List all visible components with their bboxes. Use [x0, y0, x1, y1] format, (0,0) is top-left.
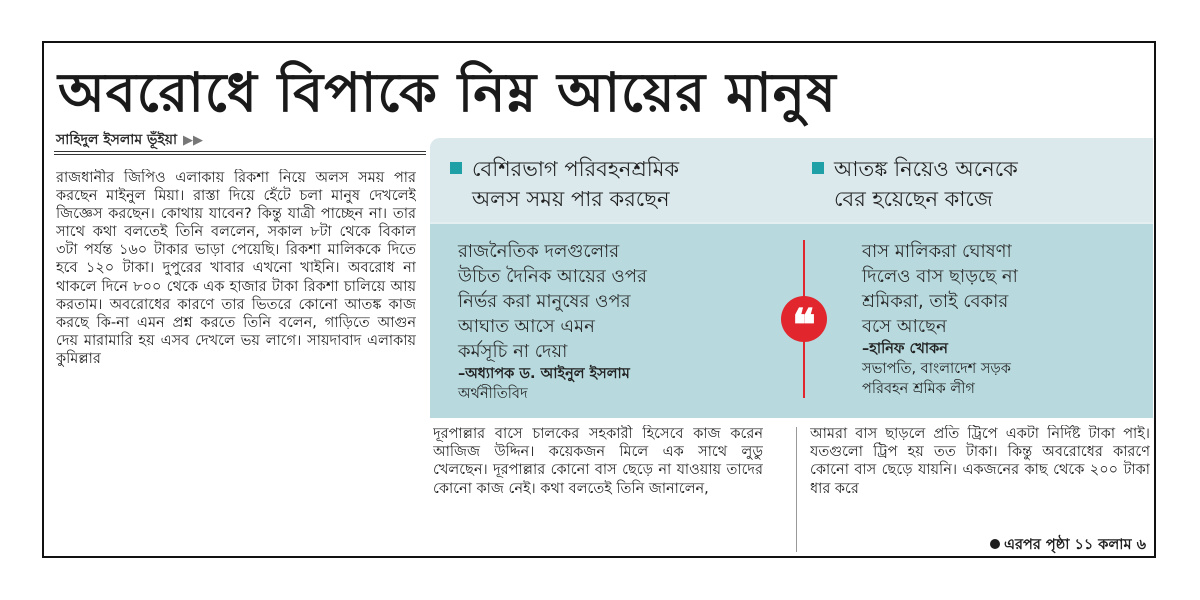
quote-right-attribution-name: –হানিফ খোকন	[862, 341, 948, 357]
middle-column-text: দূরপাল্লার বাসে চালকের সহকারী হিসেবে কাজ করেন আজিজ উদ্দিন। কয়েকজন মিলে এক সাথে লুডু খেলছেন। দূরপাল্লার কোনো বাস ছেড়ে না যাওয়ায় তাদের কোনো কাজ নেই। কথা বলতেই তিনি জানালেন,	[433, 426, 763, 497]
quote-left-line: নির্ভর করা মানুষের ওপর	[458, 291, 631, 312]
quote-left-line: রাজনৈতিক দলগুলোর	[458, 241, 620, 262]
square-bullet-icon	[450, 162, 462, 174]
highlight-header	[430, 138, 1153, 222]
highlight-panel	[430, 138, 1153, 418]
quote-left-line: আঘাত আসে এমন	[458, 316, 595, 337]
byline-arrows-icon: ▶▶	[183, 133, 204, 148]
quote-right-line: বাস মালিকরা ঘোষণা	[862, 241, 1012, 262]
right-column-text: আমরা বাস ছাড়লে প্রতি ট্রিপে একটা নির্দিষ্ট টাকা পাই। যতগুলো ট্রিপ হয় তত টাকা। কিন্তু অবরোধের কারণে কোনো বাস ছেড়ে যায়নি। একজনের কাছ থেকে ২০০ টাকা ধার করে	[810, 426, 1150, 497]
quote-left	[458, 239, 778, 404]
quote-right-attribution-title: সভাপতি, বাংলাদেশ সড়ক	[862, 361, 1011, 377]
quote-left-attribution-title: অর্থনীতিবিদ	[458, 386, 528, 402]
byline-rule-bottom	[54, 154, 426, 155]
quote-left-attribution-name: –অধ্যাপক ড. আইনুল ইসলাম	[458, 366, 630, 382]
quote-right	[862, 239, 1152, 399]
byline-author: সাহিদুল ইসলাম ভূঁইয়া	[56, 132, 178, 148]
quote-mark-icon: ❝	[781, 296, 827, 342]
continuation-text: এরপর পৃষ্ঠা ১১ কলাম ৬	[1004, 537, 1146, 553]
byline	[56, 129, 203, 151]
square-bullet-icon	[812, 162, 824, 174]
continuation-note	[864, 536, 1146, 554]
quote-right-line: শ্রমিকরা, তাই বেকার	[862, 291, 1009, 312]
headline: অবরোধে বিপাকে নিম্ন আয়ের মানুষ	[58, 60, 837, 124]
highlight-item-1-line2: অলস সময় পার করছেন	[472, 187, 670, 211]
quote-right-attribution-title: পরিবহন শ্রমিক লীগ	[862, 381, 975, 397]
byline-rule-top	[54, 151, 426, 152]
highlight-item-2	[812, 154, 1142, 214]
column-rule	[796, 427, 797, 552]
highlight-item-1	[450, 154, 815, 214]
highlight-item-2-line1: আতঙ্ক নিয়েও অনেকে	[834, 157, 1018, 181]
quote-right-line: বসে আছেন	[862, 316, 947, 337]
left-column-text: রাজধানীর জিপিও এলাকায় রিকশা নিয়ে অলস সময় পার করছেন মাইনুল মিয়া। রাস্তা দিয়ে হেঁটে চলা মানুষ দেখলেই জিজ্ঞেস করছেন। কোথায় যাবেন? কিন্তু যাত্রী পাচ্ছেন না। তার সাথে কথা বলতেই তিনি বললেন, সকাল ৮টা থেকে বিকাল ৩টা পর্যন্ত ১৬০ টাকার ভাড়া পেয়েছি। রিকশা মালিককে দিতে হবে ১২০ টাকা। দুপুরের খাবার এখনো খাইনি। অবরোধ না থাকলে দিনে ৮০০ থেকে এক হাজার টাকা রিকশা চালিয়ে আয় করতাম। অবরোধের কারণে তার ভিতরে কোনো আতঙ্ক কাজ করছে কি-না এমন প্রশ্ন করতে তিনি বলেন, গাড়িতে আগুন দেয় মারামারি হয় এসব দেখলে ভয় লাগে। সায়দাবাদ এলাকায় কুমিল্লার	[56, 170, 416, 367]
quote-right-line: দিলেও বাস ছাড়ছে না	[862, 266, 1018, 287]
quote-left-line: কর্মসূচি না দেয়া	[458, 341, 568, 362]
highlight-item-1-line1: বেশিরভাগ পরিবহনশ্রমিক	[472, 157, 680, 181]
newspaper-clipping	[42, 41, 1156, 558]
quote-area	[430, 224, 1153, 418]
middle-column	[433, 425, 763, 555]
highlight-item-2-line2: বের হয়েছেন কাজে	[834, 187, 993, 211]
bullet-dot-icon	[990, 539, 1000, 549]
left-column	[56, 169, 416, 554]
right-column	[810, 425, 1150, 535]
quote-left-line: উচিত দৈনিক আয়ের ওপর	[458, 266, 647, 287]
